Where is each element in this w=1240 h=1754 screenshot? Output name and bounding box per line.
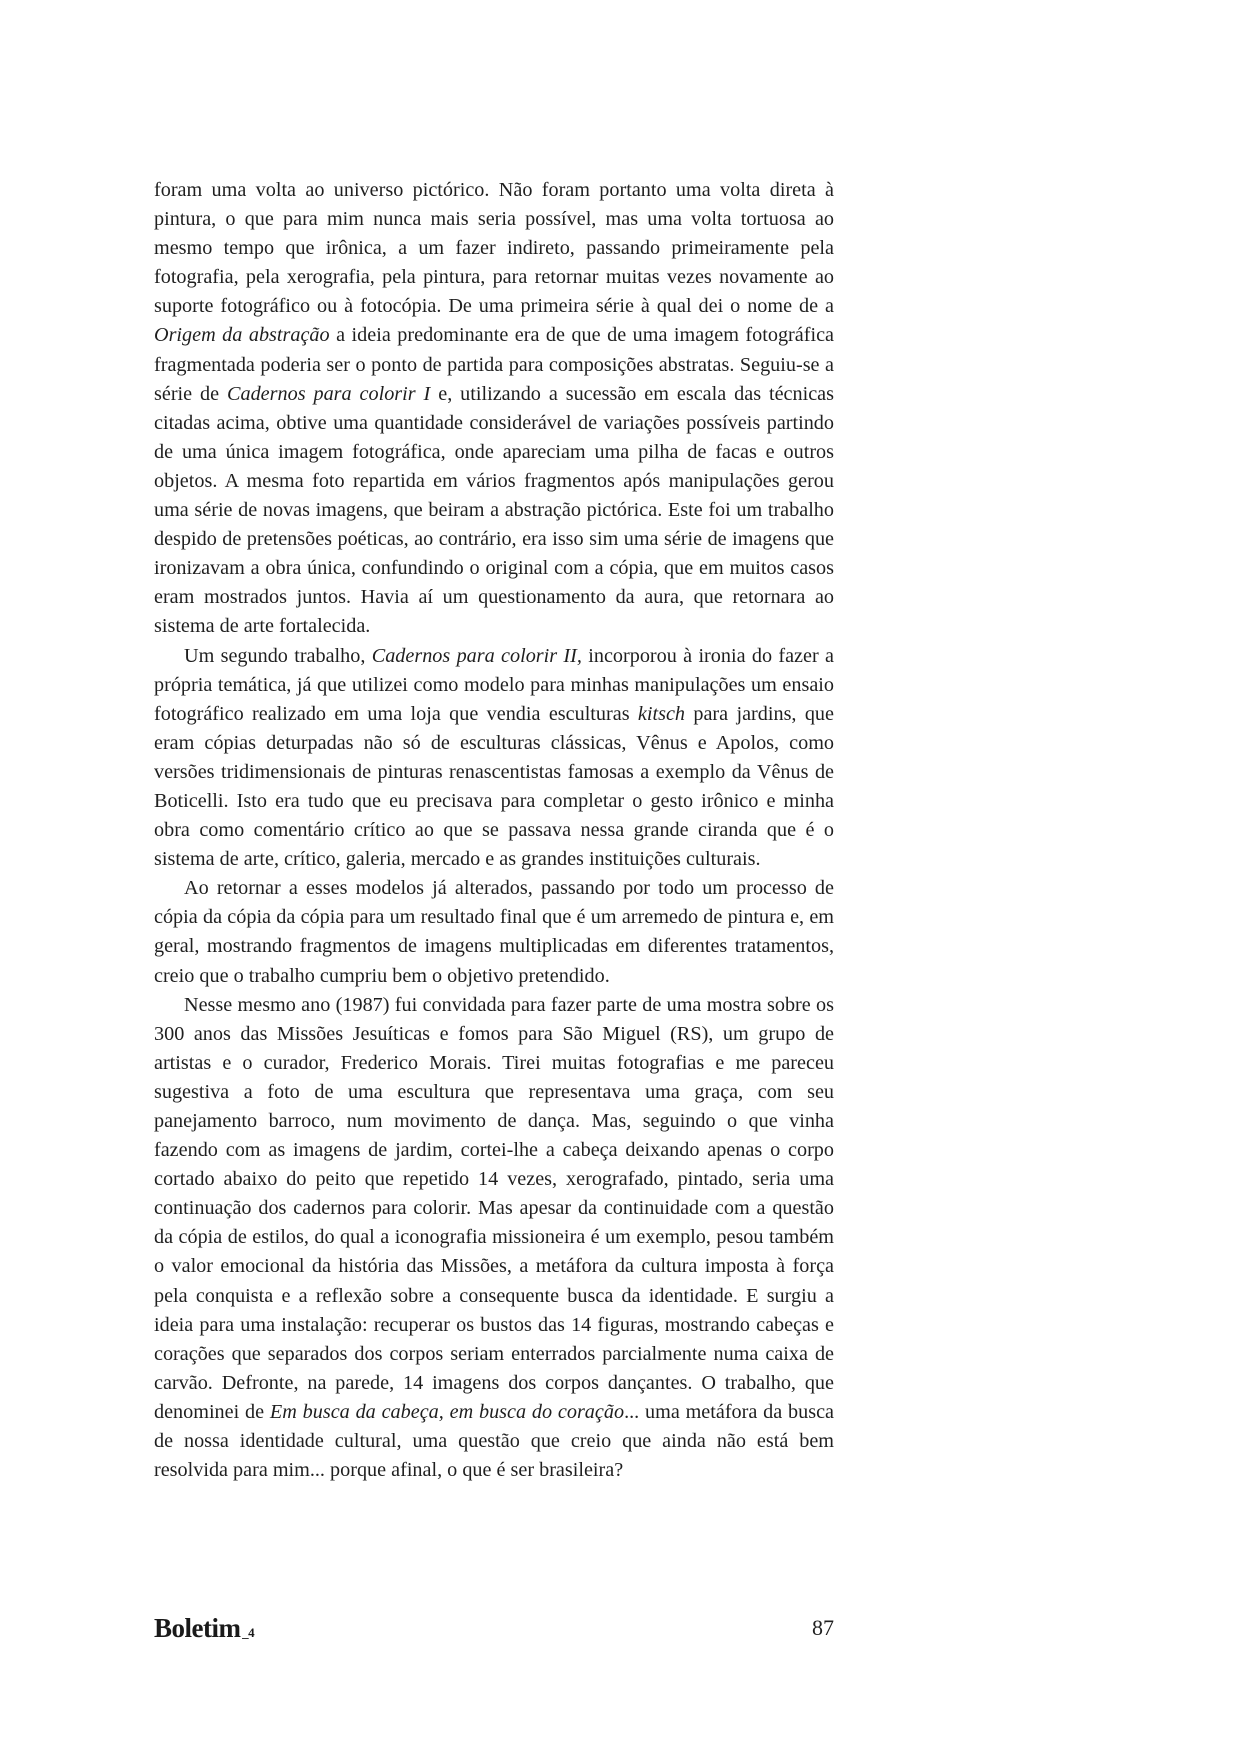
journal-name: Boletim <box>154 1613 241 1643</box>
journal-issue-number: _4 <box>241 1625 255 1640</box>
paragraph <box>154 176 834 642</box>
paragraph <box>154 991 834 1486</box>
text-run: foram uma volta ao universo pictórico. Não foram portanto uma volta direta à pintura, o que para mim nunca mais seria possível, mas uma volta tortuosa ao mesmo tempo que irônica, a um fazer indireto, passando primeiramente pela fotografia, pela xerografia, pela pintura, para retornar muitas vezes novamente ao suporte fotográfico ou à fotocópia. De uma primeira série à qual dei o nome de a <box>154 179 834 318</box>
text-run: para jardins, que eram cópias deturpadas não só de esculturas clássicas, Vênus e Apolos, como versões tridimensionais de pinturas renascentistas famosas a exemplo da Vênus de Boticelli. Isto era tudo que eu precisava para completar o gesto irônico e minha obra como comentário crítico ao que se passava nessa grande ciranda que é o sistema de arte, crítico, galeria, mercado e as grandes instituições culturais. <box>154 702 834 871</box>
body-text <box>154 176 834 1485</box>
italic-title: Cadernos para colorir II, <box>371 644 582 667</box>
italic-title: kitsch <box>637 702 686 725</box>
text-run: e, utilizando a sucessão em escala das técnicas citadas acima, obtive uma quantidade considerável de variações possíveis partindo de uma única imagem fotográfica, onde apareciam uma pilha de facas e outros objetos. A mesma foto repartida em vários fragmentos após manipulações gerou uma série de novas imagens, que beiram a abstração pictórica. Este foi um trabalho despido de pretensões poéticas, ao contrário, era isso sim uma série de imagens que ironizavam a obra única, confundindo o original com a cópia, que em muitos casos eram mostrados juntos. Havia aí um questionamento da aura, que retornara ao sistema de arte fortalecida. <box>154 382 834 638</box>
text-run: ... uma metáfora da busca de nossa identidade cultural, uma questão que creio que ainda não está bem resolvida para mim... porque afinal, o que é ser brasileira? <box>154 1400 834 1482</box>
italic-title: Origem da abstração <box>154 324 330 347</box>
page-number: 87 <box>812 1615 834 1640</box>
text-run: Nesse mesmo ano (1987) fui convidada para fazer parte de uma mostra sobre os 300 anos das Missões Jesuíticas e fomos para São Miguel (RS), um grupo de artistas e o curador, Frederico Morais. Tirei muitas fotografias e me pareceu sugestiva a foto de uma escultura que representava uma graça, com seu panejamento barroco, num movimento de dança. Mas, seguindo o que vinha fazendo com as imagens de jardim, cortei-lhe a cabeça deixando apenas o corpo cortado abaixo do peito que repetido 14 vezes, xerografado, pintado, seria uma continuação dos cadernos para colorir. Mas apesar da continuidade com a questão da cópia de estilos, do qual a iconografia missioneira é um exemplo, pesou também o valor emocional da história das Missões, a metáfora da cultura imposta à força pela conquista e a reflexão sobre a consequente busca da identidade. E surgiu a ideia para uma instalação: recuperar os bustos das 14 figuras, mostrando cabeças e corações que separados dos corpos seriam enterrados parcialmente numa caixa de carvão. Defronte, na parede, 14 imagens dos corpos dançantes. O trabalho, que denominei de <box>154 993 834 1423</box>
page-footer <box>154 1613 834 1653</box>
paragraph <box>154 642 834 875</box>
italic-title: Em busca da cabeça, em busca do coração <box>269 1400 625 1423</box>
text-run: a ideia predominante era de que de uma imagem fotográfica fragmentada poderia ser o ponto de partida para composições abstratas. Seguiu-se a série de <box>154 324 834 405</box>
text-run: Um segundo trabalho, <box>184 644 372 667</box>
paragraph <box>154 874 834 990</box>
journal-logo <box>154 1613 254 1644</box>
italic-title: Cadernos para colorir I <box>227 382 431 405</box>
text-run: Ao retornar a esses modelos já alterados, passando por todo um processo de cópia da cópia da cópia para um resultado final que é um arremedo de pintura e, em geral, mostrando fragmentos de imagens multiplicadas em diferentes tratamentos, creio que o trabalho cumpriu bem o objetivo pretendido. <box>154 877 834 987</box>
text-run: incorporou à ironia do fazer a própria temática, já que utilizei como modelo para minhas manipulações um ensaio fotográfico realizado em uma loja que vendia esculturas <box>154 644 834 725</box>
